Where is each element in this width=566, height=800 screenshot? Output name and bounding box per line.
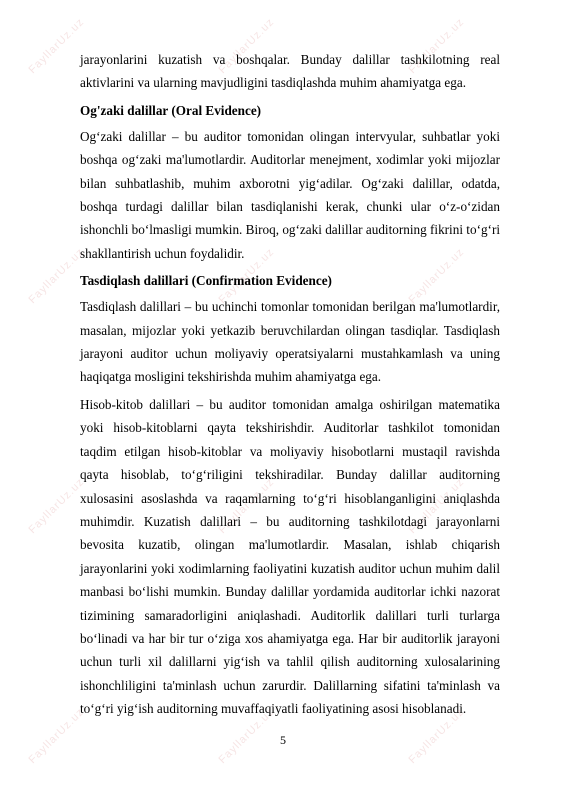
- watermark-text: FayllarUz.uz: [406, 245, 467, 307]
- page-number: 5: [280, 733, 286, 747]
- watermark-text: FayllarUz.uz: [26, 705, 87, 767]
- watermark-text: FayllarUz.uz: [216, 705, 277, 767]
- watermark-text: FayllarUz.uz: [26, 245, 87, 307]
- heading-confirmation-evidence: Tasdiqlash dalillari (Confirmation Evidence): [80, 273, 332, 289]
- watermark-text: FayllarUz.uz: [26, 15, 87, 77]
- watermark-text: FayllarUz.uz: [216, 245, 277, 307]
- watermark-text: FayllarUz.uz: [26, 475, 87, 537]
- watermark-text: FayllarUz.uz: [216, 15, 277, 77]
- paragraph-accounting-evidence: Hisob-kitob dalillari – bu auditor tomonidan amalga oshirilgan matematika yoki hisob-kitoblarni qayta tekshirishdir. Auditorlar tashkilot tomonidan taqdim etilgan hisob-kitoblar va moliyaviy hisobotlarni mustaqil ravishda qayta hisoblab, to‘g‘riligini tekshiradilar. Bunday dalillar auditorning xulosasini asoslashda va raqamlarning to‘g‘ri hisoblanganligini aniqlashda muhimdir. Kuzatish dalillari – bu auditorning tashkilotdagi jarayonlarni bevosita kuzatib, olingan ma'lumotlardir. Masalan, ishlab chiqarish jarayonlarini yoki xodimlarning faoliyatini kuzatish auditor uchun muhim dalil manbasi bo‘lishi mumkin. Bunday dalillar yordamida auditorlar ichki nazorat tizimining samaradorligini aniqlashadi. Auditorlik dalillari turli turlarga bo‘linadi va har bir tur o‘ziga xos ahamiyatga ega. Har bir auditorlik jarayoni uchun turli xil dalillarni yig‘ish va tahlil qilish auditorning xulosalarining ishonchliligini ta'minlash uchun zarurdir. Dalillarning sifatini ta'minlash va to‘g‘ri yig‘ish auditorning muvaffaqiyatli faoliyatining asosi hisoblanadi.: [80, 396, 500, 717]
- heading-oral-evidence: Og'zaki dalillar (Oral Evidence): [80, 102, 262, 118]
- watermark-text: FayllarUz.uz: [406, 475, 467, 537]
- document-page: [80, 48, 500, 725]
- watermark-text: FayllarUz.uz: [406, 705, 467, 767]
- watermark-text: FayllarUz.uz: [406, 15, 467, 77]
- paragraph-oral-evidence: Og‘zaki dalillar – bu auditor tomonidan olingan intervyular, suhbatlar yoki boshqa og‘zaki ma'lumotlardir. Auditorlar menejment, xodimlar yoki mijozlar bilan suhbatlashib, muhim axborotni yig‘adilar. Og‘zaki dalillar, odatda, boshqa turdagi dalillar bilan tasdiqlanishi kerak, chunki ular o‘z-o‘zidan ishonchli bo‘lmasligi mumkin. Biroq, og‘zaki dalillar auditorning fikrini to‘g‘ri shakllantirish uchun foydalidir.: [80, 128, 500, 261]
- paragraph-intro: jarayonlarini kuzatish va boshqalar. Bunday dalillar tashkilotning real aktivlarini va ularning mavjudligini tasdiqlashda muhim ahamiyatga ega.: [80, 52, 500, 91]
- paragraph-confirmation-evidence: Tasdiqlash dalillari – bu uchinchi tomonlar tomonidan berilgan ma'lumotlardir, masalan, mijozlar yoki yetkazib beruvchilardan olingan tasdiqlar. Tasdiqlash jarayoni auditor uchun moliyaviy operatsiyalarni mustahkamlash va uning haqiqatga mosligini tekshirishda muhim ahamiyatga ega.: [80, 299, 500, 385]
- watermark-text: FayllarUz.uz: [216, 475, 277, 537]
